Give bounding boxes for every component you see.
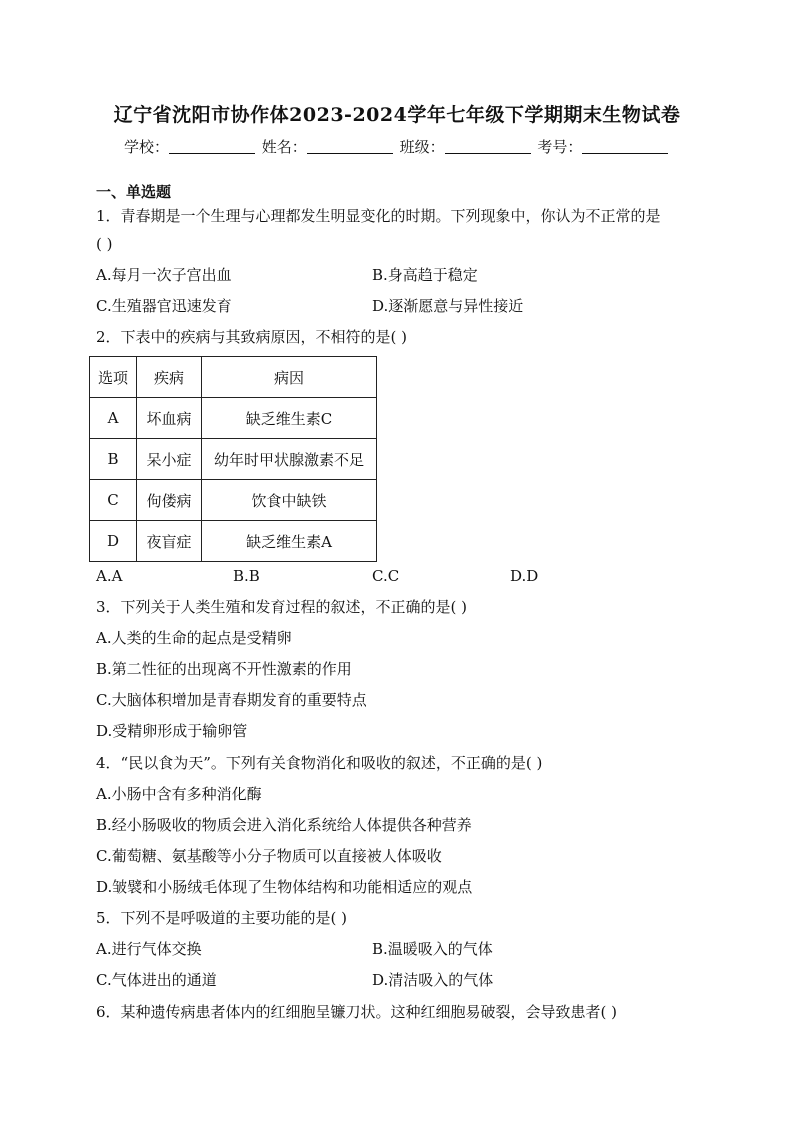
table-cell: C	[90, 480, 137, 521]
q2-option-c: C.C	[372, 567, 400, 585]
q6-stem: 6．某种遗传病患者体内的红细胞呈镰刀状。这种红细胞易破裂，会导致患者( )	[96, 1003, 618, 1021]
student-info-line	[124, 136, 670, 157]
table-cell: 饮食中缺铁	[202, 480, 377, 521]
q2-option-b: B.B	[233, 567, 260, 585]
table-cell: D	[90, 521, 137, 562]
q3-option-b: B.第二性征的出现离不开性激素的作用	[96, 660, 352, 678]
q5-option-a: A.进行气体交换	[96, 940, 202, 958]
q1-paren: ( )	[96, 235, 113, 253]
q3-option-c: C.大脑体积增加是青春期发育的重要特点	[96, 691, 367, 709]
q2-stem: 2．下表中的疾病与其致病原因，不相符的是( )	[96, 328, 408, 346]
table-cell: A	[90, 398, 137, 439]
table-cell: 缺乏维生素C	[202, 398, 377, 439]
table-row	[90, 521, 377, 562]
table-header-row	[90, 357, 377, 398]
q1-option-b: B.身高趋于稳定	[372, 266, 478, 284]
q1-option-a: A.每月一次子宫出血	[96, 266, 232, 284]
table-cell: 坏血病	[137, 398, 202, 439]
q1-option-c: C.生殖器官迅速发育	[96, 297, 232, 315]
q3-option-a: A.人类的生命的起点是受精卵	[96, 629, 292, 647]
q4-stem: 4．“民以食为天”。下列有关食物消化和吸收的叙述，不正确的是( )	[96, 754, 543, 772]
q1-option-d: D.逐渐愿意与异性接近	[372, 297, 524, 315]
q2-option-d: D.D	[510, 567, 539, 585]
header-cause: 病因	[202, 357, 377, 398]
section-heading: 一、单选题	[96, 183, 172, 201]
q4-option-a: A.小肠中含有多种消化酶	[96, 785, 262, 803]
table-cell: 佝偻病	[137, 480, 202, 521]
q1-stem: 1．青春期是一个生理与心理都发生明显变化的时期。下列现象中，你认为不正常的是	[96, 207, 661, 225]
table-row	[90, 480, 377, 521]
header-option: 选项	[90, 357, 137, 398]
table-cell: 缺乏维生素A	[202, 521, 377, 562]
name-blank	[307, 139, 393, 154]
q3-option-d: D.受精卵形成于输卵管	[96, 722, 248, 740]
number-label: 考号：	[537, 138, 583, 156]
q5-option-b: B.温暖吸入的气体	[372, 940, 493, 958]
q4-option-c: C.葡萄糖、氨基酸等小分子物质可以直接被人体吸收	[96, 847, 442, 865]
class-blank	[445, 139, 531, 154]
class-label: 班级：	[399, 138, 445, 156]
q4-option-b: B.经小肠吸收的物质会进入消化系统给人体提供各种营养	[96, 816, 472, 834]
disease-table	[89, 356, 377, 562]
q5-option-d: D.清洁吸入的气体	[372, 971, 494, 989]
table-cell: 幼年时甲状腺激素不足	[202, 439, 377, 480]
page-title: 辽宁省沈阳市协作体2023-2024学年七年级下学期期末生物试卷	[113, 104, 681, 126]
table-cell: B	[90, 439, 137, 480]
table-row	[90, 398, 377, 439]
school-blank	[169, 139, 255, 154]
q5-stem: 5．下列不是呼吸道的主要功能的是( )	[96, 909, 348, 927]
q2-option-a: A.A	[96, 567, 123, 585]
table-cell: 呆小症	[137, 439, 202, 480]
table-row	[90, 439, 377, 480]
header-disease: 疾病	[137, 357, 202, 398]
number-blank	[582, 139, 668, 154]
school-label: 学校：	[124, 138, 170, 156]
table-cell: 夜盲症	[137, 521, 202, 562]
name-label: 姓名：	[261, 138, 307, 156]
q5-option-c: C.气体进出的通道	[96, 971, 217, 989]
q3-stem: 3．下列关于人类生殖和发育过程的叙述，不正确的是( )	[96, 598, 468, 616]
q4-option-d: D.皱襞和小肠绒毛体现了生物体结构和功能相适应的观点	[96, 878, 473, 896]
